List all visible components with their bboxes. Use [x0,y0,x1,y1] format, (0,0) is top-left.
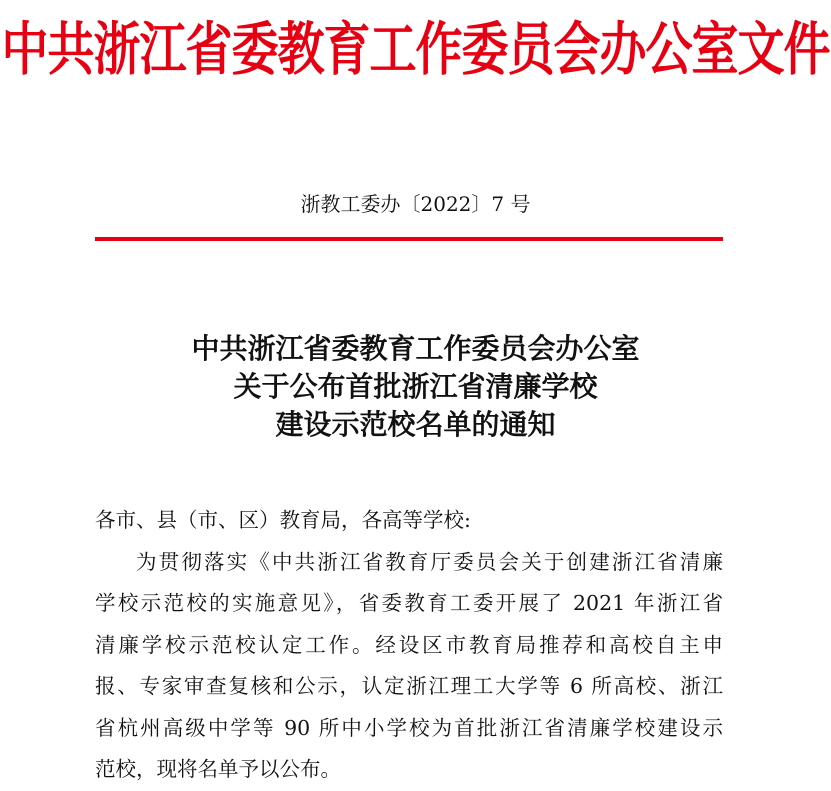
notice-title-line-2: 关于公布首批浙江省清廉学校 [233,370,598,403]
document-number: 浙教工委办〔2022〕7 号 [300,192,531,216]
paragraph-line: 省杭州高级中学等 90 所中小学校为首批浙江省清廉学校建设示 [95,715,723,740]
paragraph-line: 范校，现将名单予以公布。 [95,757,341,781]
red-separator-line [95,237,723,241]
salutation: 各市、县（市、区）教育局，各高等学校: [95,508,471,532]
notice-body [95,500,735,791]
notice-title-line-3: 建设示范校名单的通知 [275,408,556,441]
paragraph-line: 为贯彻落实《中共浙江省教育厅委员会关于创建浙江省清廉 [136,549,723,574]
red-header-issuer-title: 中共浙江省委教育工作委员会办公室文件 [1,16,830,84]
paragraph-line: 清廉学校示范校认定工作。经设区市教育局推荐和高校自主申 [95,632,723,657]
paragraph-line: 学校示范校的实施意见》，省委教育工委开展了 2021 年浙江省 [95,591,723,615]
notice-title-line-1: 中共浙江省委教育工作委员会办公室 [191,332,640,365]
notice-title [0,330,831,444]
paragraph-line: 报、专家审查复核和公示，认定浙江理工大学等 6 所高校、浙江 [95,674,723,698]
